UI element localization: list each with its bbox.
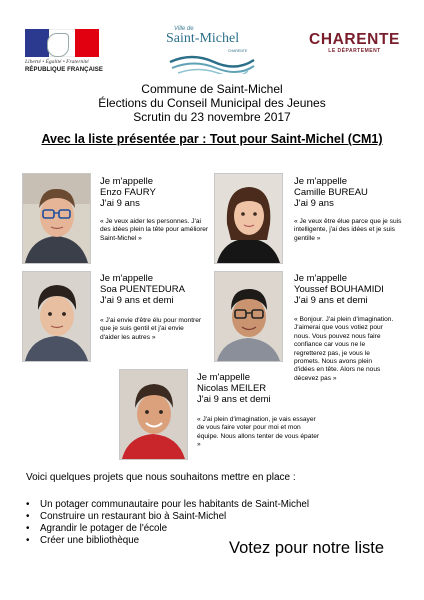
candidate-intro: Je m'appelle [294,176,348,187]
candidate-name: Soa PUENTEDURA [100,284,185,295]
republique-francaise-logo [25,29,103,75]
project-item: • Créer une bibliothèque [26,535,309,547]
candidate-age: J'ai 9 ans [294,198,334,209]
charente-logo [302,31,407,59]
candidate-age: J'ai 9 ans et demi [100,295,174,306]
project-item: • Agrandir le potager de l'école [26,523,309,535]
project-item: • Un potager communautaire pour les habitants de Saint-Michel [26,499,309,511]
title-commune: Commune de Saint-Michel [141,82,283,96]
list-heading: Avec la liste présentée par : Tout pour Saint-Michel (CM1) [41,132,383,146]
candidate-intro: Je m'appelle [100,273,154,284]
candidate-quote: « J'ai envie d'être élu pour montrer que je suis gentil et j'ai envie d'aider les autres » [100,317,202,341]
candidate-quote: « J'ai plein d'imagination, je vais essayer de vous faire voter pour moi et mon équipe. Nous allons tenter de vous épater » [197,416,320,449]
call-to-action: Votez pour notre liste [229,539,385,557]
saint-michel-logo [162,26,262,76]
republic-name: RÉPUBLIQUE FRANÇAISE [25,67,104,73]
candidate-name: Nicolas MEILER [197,383,267,394]
candidate-age: J'ai 9 ans et demi [294,295,368,306]
project-item: • Construire un restaurant bio à Saint-Michel [26,511,309,523]
marianne-icon [47,33,69,57]
candidate-intro: Je m'appelle [294,273,348,284]
projects-intro: Voici quelques projets que nous souhaitons mettre en place : [26,472,296,483]
wave-icon [168,54,256,74]
candidate-name: Youssef BOUHAMIDI [294,284,384,295]
saint-michel-logo-name: Saint-Michel [166,31,240,46]
candidate-photo-soa [22,271,91,362]
saint-michel-ville-de: Ville de [174,26,194,32]
candidate-name: Enzo FAURY [100,187,156,198]
candidate-quote: « Bonjour. J'ai plein d'imagination. J'aimerai que vous votiez pour nous. Vous pouvez nous faire confiance car vous ne le regretterez pas, je vous le promets. Nous avons plein d'idées en tête. Alors ne nous décevez pas » [294,316,394,382]
charente-logo-sub: LE DÉPARTEMENT [328,48,381,54]
candidate-photo-nicolas [119,369,188,460]
candidate-photo-enzo [22,173,91,264]
candidate-age: J'ai 9 ans [100,198,140,209]
charente-logo-name: CHARENTE [309,31,400,48]
title-date: Scrutin du 23 novembre 2017 [133,110,291,124]
candidate-intro: Je m'appelle [100,176,154,187]
candidate-photo-youssef [214,271,283,362]
candidate-photo-camille [214,173,283,264]
candidate-name: Camille BUREAU [294,187,368,198]
republic-motto: Liberté • Égalité • Fraternité [25,59,89,65]
title-election: Élections du Conseil Municipal des Jeunes [98,96,326,110]
candidate-age: J'ai 9 ans et demi [197,394,271,405]
candidate-quote: « Je veux aider les personnes. J'ai des idées plein la tête pour améliorer Saint-Michel » [100,218,209,242]
candidate-quote: « Je veux être élue parce que je suis intelligente, j'ai des idées et je suis gentille » [294,218,402,242]
saint-michel-logo-sub: CHARENTE [228,49,248,53]
candidate-intro: Je m'appelle [197,372,251,383]
